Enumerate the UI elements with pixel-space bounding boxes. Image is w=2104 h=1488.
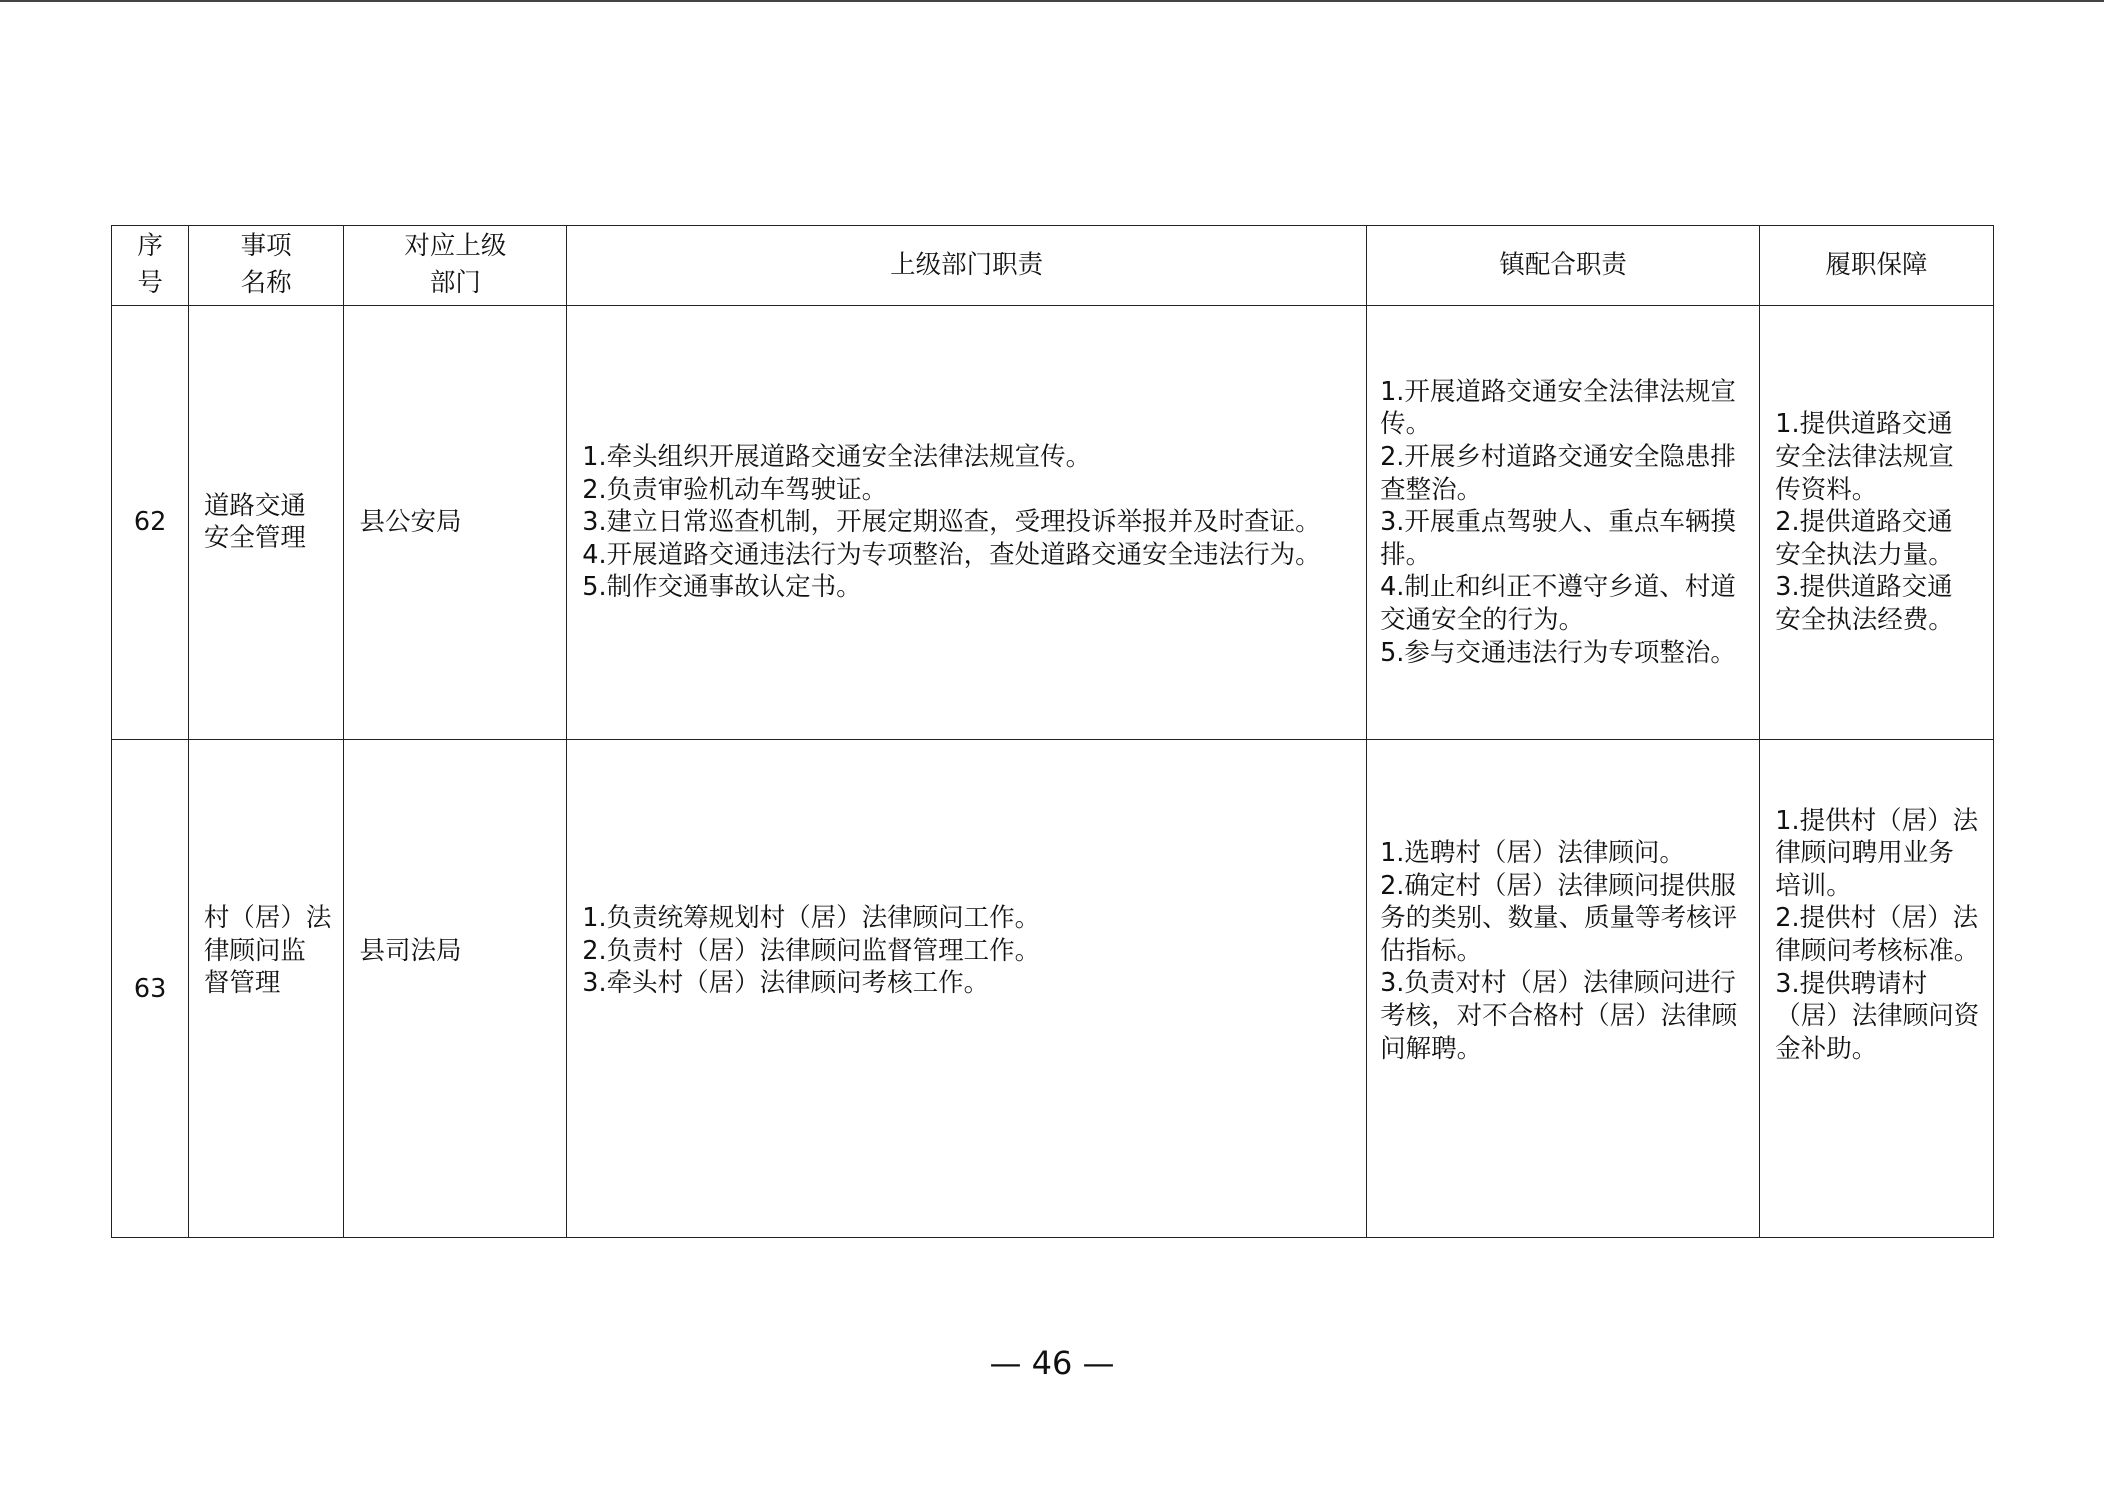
town-duty-line: 1.选聘村（居）法律顾问。: [1380, 838, 1685, 869]
cell-no: [112, 740, 189, 1238]
cell-item-name: [188, 305, 344, 740]
town-duty-line: 查整治。: [1380, 474, 1483, 505]
superior-duty-line: 1.牵头组织开展道路交通安全法律法规宣传。: [582, 441, 1092, 472]
town-duty-line: 考核，对不合格村（居）法律顾: [1380, 1001, 1738, 1032]
guarantee-line: 1.提供村（居）法: [1775, 805, 1979, 836]
cell-town-duties: [1367, 740, 1760, 1238]
cell-superior-duties: [567, 305, 1367, 740]
superior-duty-line: 1.负责统筹规划村（居）法律顾问工作。: [582, 903, 1041, 934]
cell-superior-dept: [344, 740, 567, 1238]
table-header-row: [112, 226, 1993, 305]
header-no-line: 序: [137, 230, 163, 261]
town-duty-line: 2.开展乡村道路交通安全隐患排: [1380, 441, 1736, 472]
town-duty-line: 排。: [1380, 539, 1432, 570]
item-name-line: 律顾问监: [203, 935, 306, 966]
table-row: [112, 305, 1993, 740]
header-cell-item-name: [188, 226, 344, 305]
header-guarantee-label: 履职保障: [1825, 249, 1928, 280]
header-no-line: 号: [137, 268, 163, 299]
cell-item-name: [188, 740, 344, 1238]
header-superior-dept-line: 部门: [429, 268, 481, 299]
town-duty-line: 务的类别、数量、质量等考核评: [1380, 903, 1738, 934]
superior-dept-text: 县司法局: [359, 935, 462, 966]
town-duty-line: 交通安全的行为。: [1380, 604, 1585, 635]
guarantee-line: 传资料。: [1775, 474, 1878, 505]
cell-guarantee: [1760, 740, 1994, 1238]
table-row: [112, 740, 1993, 1238]
guarantee-line: 3.提供聘请村: [1775, 968, 1928, 999]
superior-duty-line: 3.建立日常巡查机制，开展定期巡查，受理投诉举报并及时查证。: [582, 507, 1321, 538]
guarantee-line: 律顾问考核标准。: [1775, 936, 1980, 967]
cell-town-duties: [1367, 305, 1760, 740]
item-name-line: 督管理: [203, 968, 281, 999]
superior-dept-text: 县公安局: [359, 507, 462, 538]
guarantee-line: 金补助。: [1775, 1033, 1878, 1064]
town-duty-line: 传。: [1380, 409, 1432, 440]
header-cell-no: [112, 226, 189, 305]
guarantee-line: 安全执法力量。: [1775, 539, 1954, 570]
item-name-line: 村（居）法: [203, 903, 332, 934]
cell-no: [112, 305, 189, 740]
row-number: 63: [133, 973, 167, 1004]
cell-superior-duties: [567, 740, 1367, 1238]
guarantee-line: 培训。: [1775, 870, 1852, 901]
header-item-name-line: 事项: [240, 230, 292, 261]
guarantee-line: 2.提供道路交通: [1775, 507, 1953, 538]
header-cell-guarantee: [1760, 226, 1994, 305]
header-superior-dept-line: 对应上级: [404, 230, 507, 261]
item-name-line: 安全管理: [203, 523, 306, 554]
header-cell-superior-duties: [567, 226, 1367, 305]
town-duty-line: 问解聘。: [1380, 1033, 1483, 1064]
town-duty-line: 1.开展道路交通安全法律法规宣: [1380, 376, 1736, 407]
guarantee-line: 律顾问聘用业务: [1775, 838, 1954, 869]
header-cell-town-duties: [1367, 226, 1760, 305]
town-duty-line: 估指标。: [1380, 935, 1483, 966]
superior-duty-line: 2.负责审验机动车驾驶证。: [582, 474, 888, 505]
header-cell-superior-dept: [344, 226, 567, 305]
item-name-line: 道路交通: [203, 490, 306, 521]
town-duty-line: 3.开展重点驾驶人、重点车辆摸: [1380, 507, 1736, 538]
header-superior-duties-label: 上级部门职责: [890, 249, 1044, 280]
duties-table: [111, 225, 1993, 1238]
superior-duty-line: 5.制作交通事故认定书。: [582, 572, 862, 603]
superior-duty-line: 4.开展道路交通违法行为专项整治，查处道路交通安全违法行为。: [582, 539, 1321, 570]
header-item-name-line: 名称: [240, 268, 292, 299]
guarantee-line: 3.提供道路交通: [1775, 572, 1953, 603]
superior-duty-line: 3.牵头村（居）法律顾问考核工作。: [582, 968, 990, 999]
cell-superior-dept: [344, 305, 567, 740]
town-duty-line: 2.确定村（居）法律顾问提供服: [1380, 870, 1736, 901]
header-town-duties-label: 镇配合职责: [1499, 249, 1627, 280]
page-top-edge: [0, 0, 2104, 2]
superior-duty-line: 2.负责村（居）法律顾问监督管理工作。: [582, 935, 1041, 966]
town-duty-line: 5.参与交通违法行为专项整治。: [1380, 637, 1736, 668]
guarantee-line: 1.提供道路交通: [1775, 409, 1953, 440]
town-duty-line: 3.负责对村（居）法律顾问进行: [1380, 968, 1736, 999]
guarantee-line: 安全执法经费。: [1775, 604, 1954, 635]
town-duty-line: 4.制止和纠正不遵守乡道、村道: [1380, 572, 1736, 603]
guarantee-line: （居）法律顾问资: [1775, 1001, 1980, 1032]
page-number: — 46 —: [989, 1344, 1115, 1382]
cell-guarantee: [1760, 305, 1994, 740]
row-number: 62: [133, 507, 167, 538]
guarantee-line: 安全法律法规宣: [1775, 441, 1954, 472]
guarantee-line: 2.提供村（居）法: [1775, 903, 1979, 934]
